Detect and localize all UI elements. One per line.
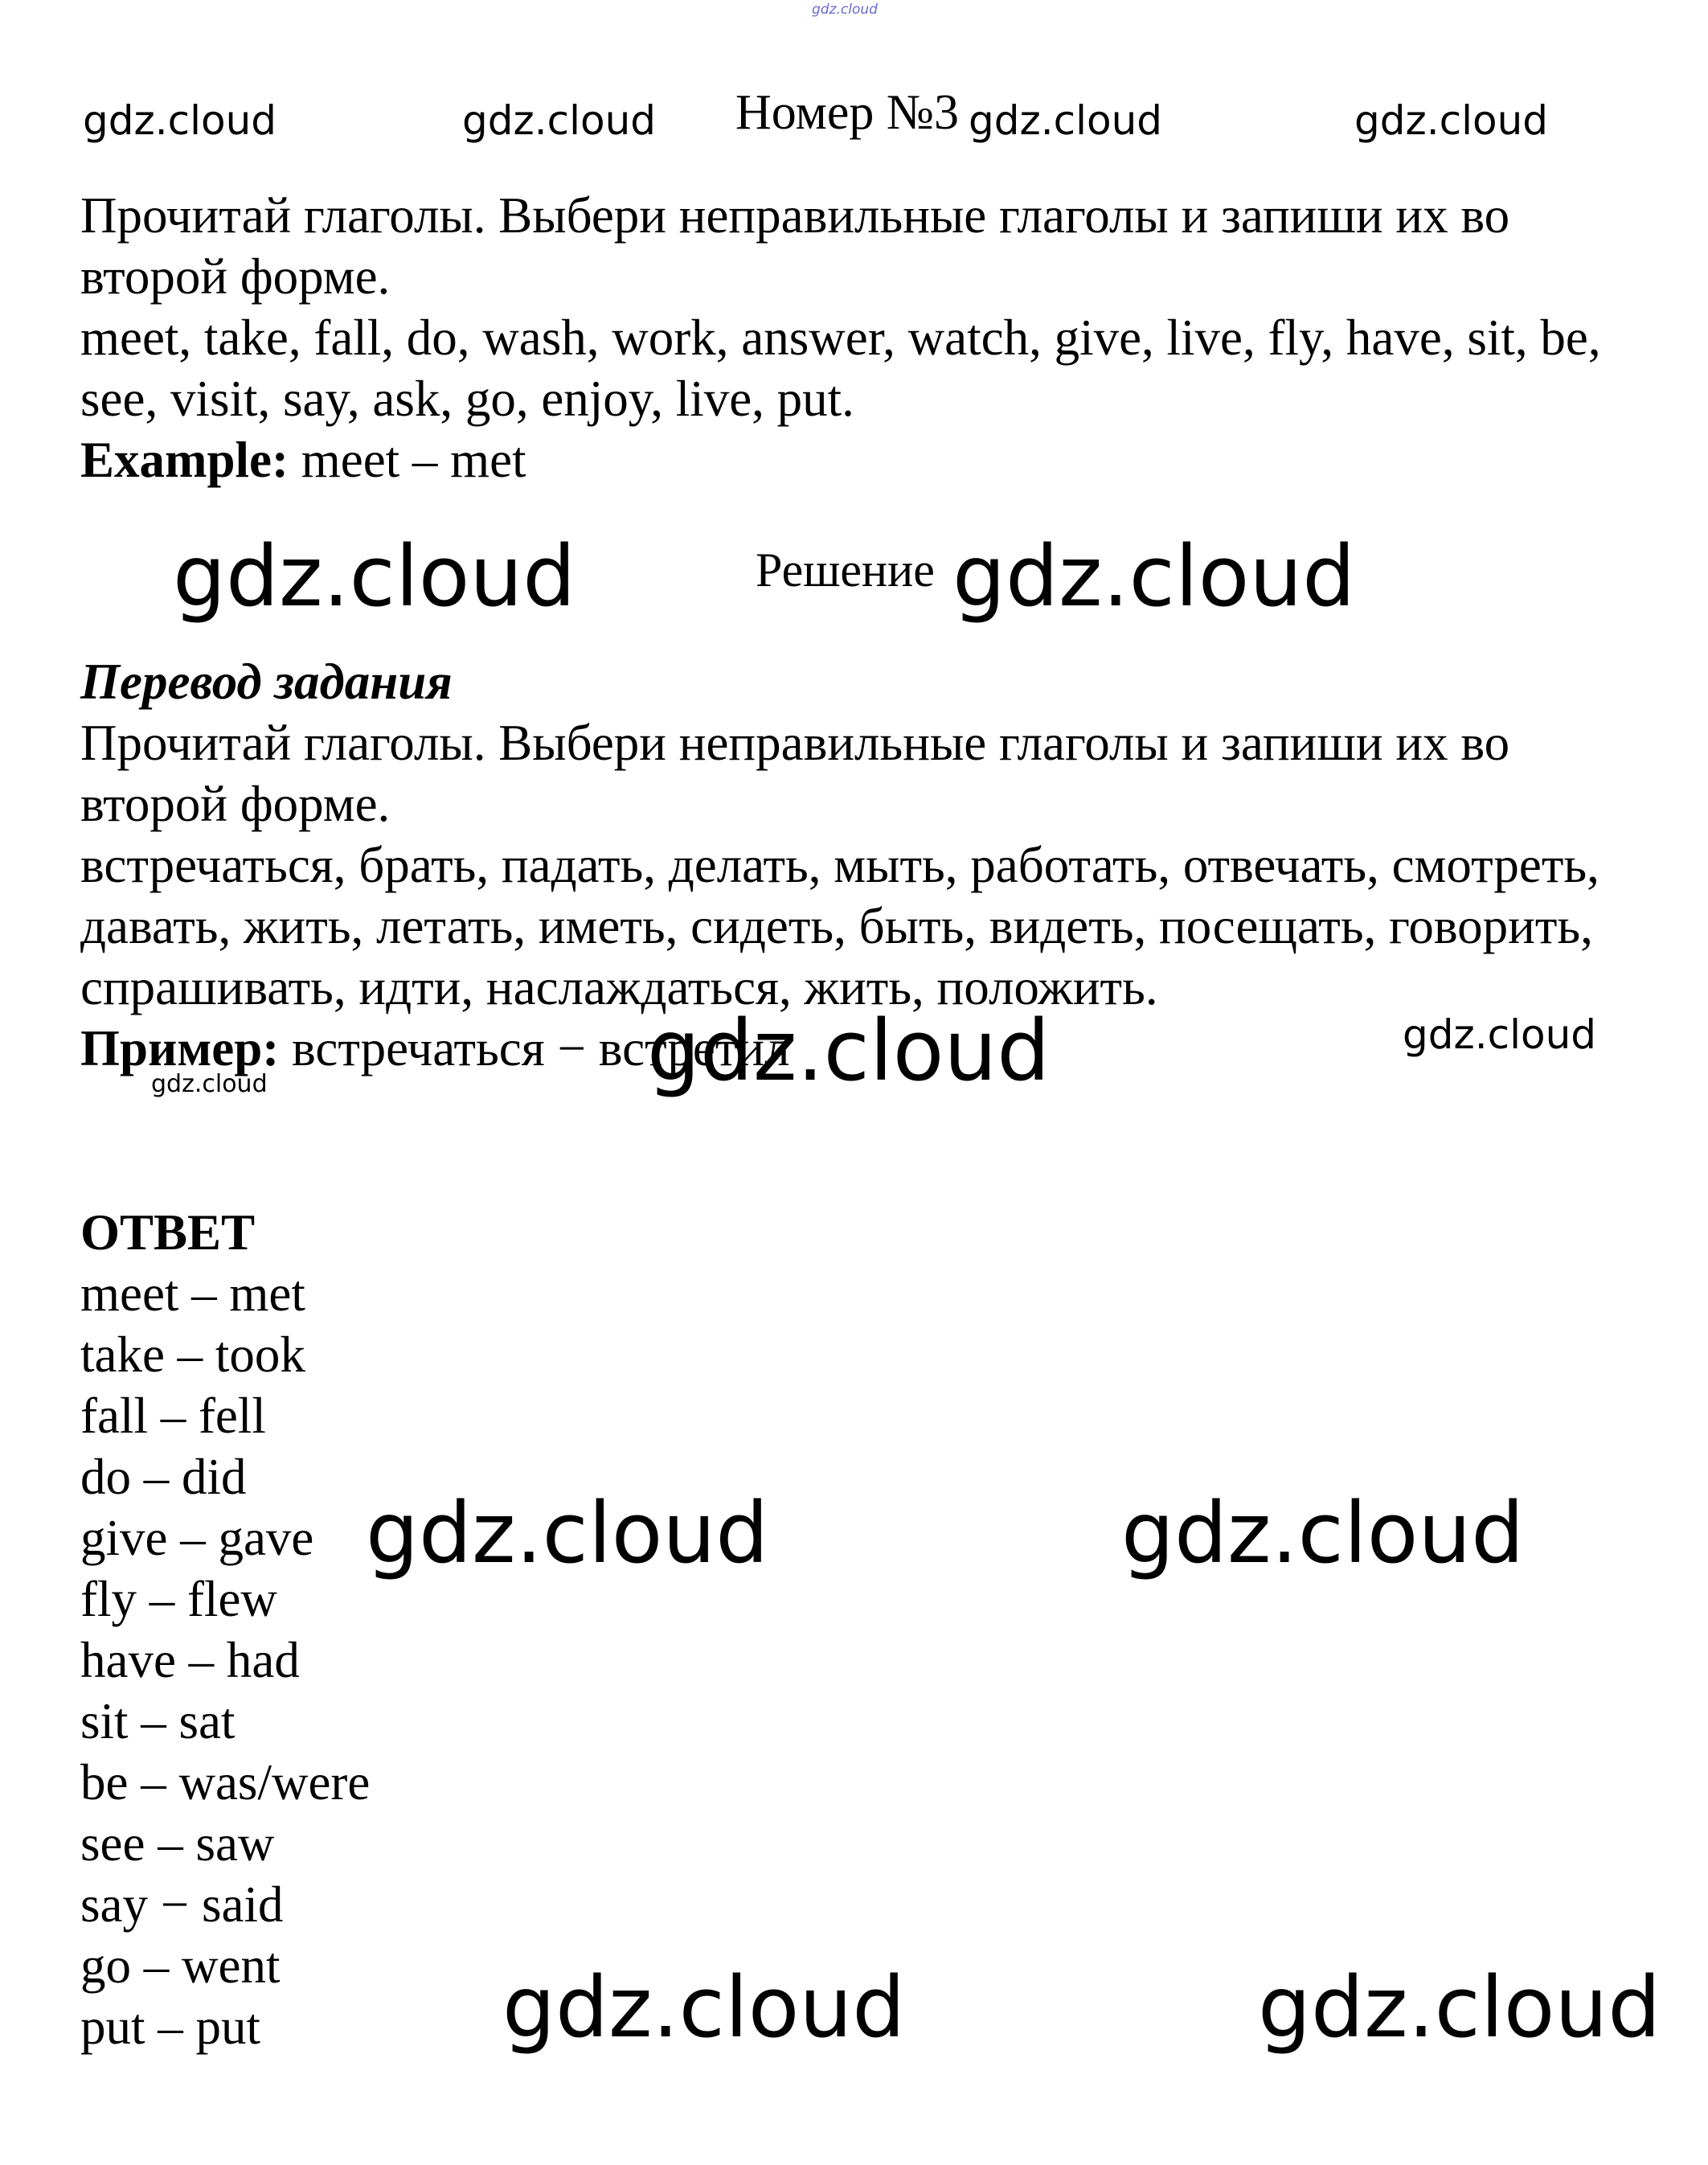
answer-item: take – took: [80, 1326, 305, 1383]
answer-item: fall – fell: [80, 1388, 266, 1444]
answer-item: have – had: [80, 1632, 300, 1688]
watermark: gdz.cloud: [1121, 1484, 1525, 1582]
example-text: meet – met: [288, 432, 526, 488]
watermark: gdz.cloud: [173, 527, 576, 625]
watermark: gdz.cloud: [647, 1002, 1051, 1100]
watermark: gdz.cloud: [952, 527, 1356, 625]
translation-instruction: Прочитай глаголы. Выбери неправильные глаголы и запиши их во второй форме.: [80, 715, 1510, 832]
task-verbs: meet, take, fall, do, wash, work, answer, watch, give, live, fly, have, sit, be, see, visit, say, ask, go, enjoy, live, put.: [80, 310, 1601, 427]
watermark: gdz.cloud: [502, 1958, 906, 2056]
task-instruction: Прочитай глаголы. Выбери неправильные глаголы и запиши их во второй форме.: [80, 187, 1510, 305]
answer-item: see – saw: [80, 1815, 275, 1872]
example-text: встречаться − встретил: [279, 1020, 790, 1076]
watermark: gdz.cloud: [1403, 1011, 1597, 1058]
watermark: gdz.cloud: [83, 97, 277, 144]
answer-block: [80, 1202, 1640, 2057]
answer-item: meet – met: [80, 1265, 305, 1322]
answer-item: sit – sat: [80, 1693, 236, 1749]
watermark: gdz.cloud: [151, 1070, 268, 1098]
answer-item: do – did: [80, 1449, 247, 1505]
watermark: gdz.cloud: [1354, 97, 1549, 144]
watermark: gdz.cloud: [366, 1484, 769, 1582]
answer-item: go – went: [80, 1937, 281, 1994]
answer-item: put – put: [80, 1999, 261, 2055]
answer-heading: ОТВЕТ: [80, 1204, 256, 1261]
task-example: [80, 429, 1640, 490]
answer-item: say − said: [80, 1876, 284, 1933]
page-title: Номер №3: [735, 85, 960, 140]
translation-verbs: встречаться, брать, падать, делать, мыть, работать, отвечать, смотреть, давать, жить, летать, иметь, сидеть, быть, видеть, посещать, говорить, спрашивать, идти, наслаждаться, жить, положить.: [80, 837, 1599, 1015]
solution-label: Решение: [756, 543, 935, 597]
example-label: Пример:: [80, 1020, 280, 1076]
task-block: [80, 185, 1640, 490]
watermark: gdz.cloud: [1258, 1958, 1661, 2056]
translation-heading: Перевод задания: [80, 654, 453, 710]
answer-item: be – was/were: [80, 1754, 371, 1810]
watermark: gdz.cloud: [462, 97, 657, 144]
answer-item: give – gave: [80, 1510, 314, 1566]
answer-item: fly – flew: [80, 1571, 277, 1627]
tiny-watermark: gdz.cloud: [812, 2, 878, 18]
watermark: gdz.cloud: [969, 97, 1163, 144]
example-label: Example:: [80, 432, 289, 488]
